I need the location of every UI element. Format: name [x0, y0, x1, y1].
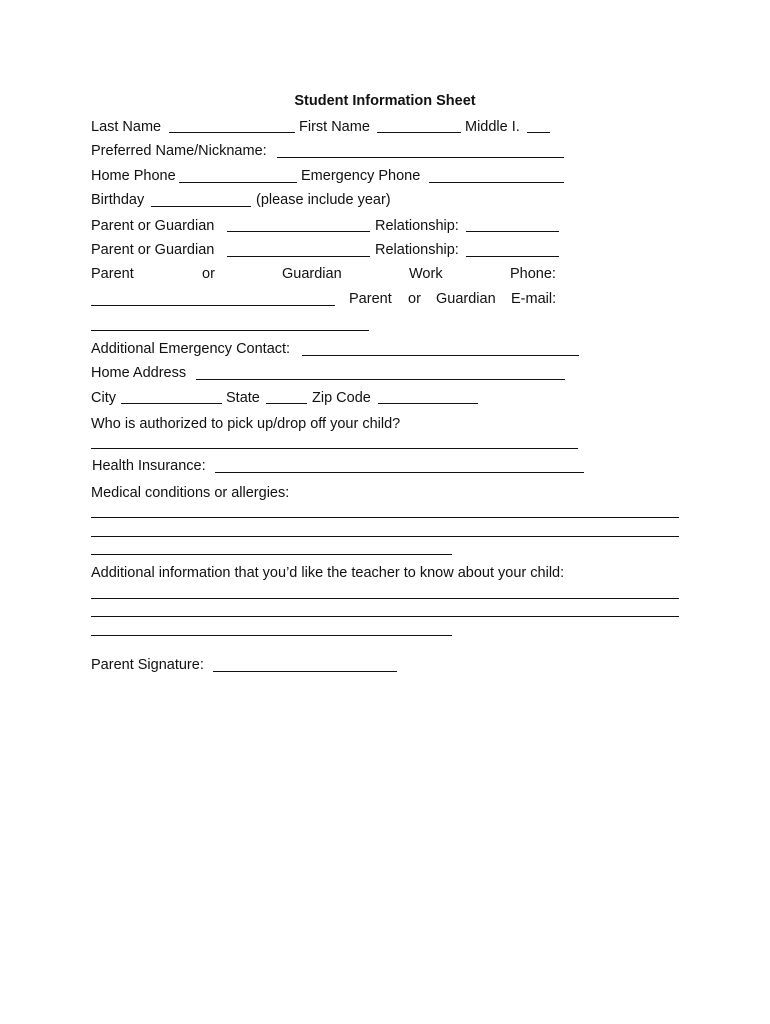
email-word: or	[408, 291, 421, 307]
pickup-field[interactable]	[91, 448, 578, 449]
additional-info-line-3[interactable]	[91, 635, 452, 636]
last-name-field[interactable]	[169, 132, 295, 133]
work-phone-word: Phone:	[510, 266, 556, 282]
first-name-field[interactable]	[377, 132, 461, 133]
work-phone-word: Work	[409, 266, 443, 282]
zip-label: Zip Code	[312, 390, 371, 406]
additional-info-label: Additional information that you’d like the teacher to know about your child:	[91, 565, 565, 581]
relationship-1-field[interactable]	[466, 231, 559, 232]
medical-conditions-line-2[interactable]	[91, 536, 679, 537]
parent-guardian-1-label: Parent or Guardian	[91, 218, 215, 234]
email-word: Parent	[349, 291, 392, 307]
email-word: E-mail:	[511, 291, 557, 307]
birthday-field[interactable]	[151, 206, 251, 207]
health-insurance-field[interactable]	[215, 472, 584, 473]
medical-conditions-line-3[interactable]	[91, 554, 452, 555]
preferred-name-field[interactable]	[277, 157, 564, 158]
birthday-note: (please include year)	[256, 192, 391, 208]
home-address-label: Home Address	[91, 365, 187, 381]
work-phone-word: Guardian	[282, 266, 342, 282]
parent-guardian-1-field[interactable]	[227, 231, 370, 232]
additional-info-line-1[interactable]	[91, 598, 679, 599]
work-phone-field[interactable]	[91, 305, 335, 306]
relationship-2-label: Relationship:	[375, 242, 459, 258]
preferred-name-label: Preferred Name/Nickname:	[91, 143, 267, 159]
parent-guardian-2-label: Parent or Guardian	[91, 242, 215, 258]
health-insurance-label: Health Insurance:	[92, 458, 206, 474]
additional-emergency-field[interactable]	[302, 355, 579, 356]
parent-signature-field[interactable]	[213, 671, 397, 672]
medical-conditions-label: Medical conditions or allergies:	[91, 485, 290, 501]
state-field[interactable]	[266, 403, 307, 404]
home-phone-label: Home Phone	[91, 168, 176, 184]
relationship-2-field[interactable]	[466, 256, 559, 257]
emergency-phone-label: Emergency Phone	[301, 168, 421, 184]
additional-emergency-label: Additional Emergency Contact:	[91, 341, 291, 357]
form-title: Student Information Sheet	[294, 93, 476, 109]
city-field[interactable]	[121, 403, 222, 404]
pickup-question-label: Who is authorized to pick up/drop off your child?	[91, 416, 401, 432]
home-phone-field[interactable]	[179, 182, 297, 183]
work-phone-word: or	[202, 266, 215, 282]
home-address-field[interactable]	[196, 379, 565, 380]
emergency-phone-field[interactable]	[429, 182, 564, 183]
additional-info-line-2[interactable]	[91, 616, 679, 617]
first-name-label: First Name	[299, 119, 370, 135]
parent-signature-label: Parent Signature:	[91, 657, 204, 673]
middle-initial-field[interactable]	[527, 132, 550, 133]
last-name-label: Last Name	[91, 119, 162, 135]
zip-field[interactable]	[378, 403, 478, 404]
birthday-label: Birthday	[91, 192, 145, 208]
medical-conditions-line-1[interactable]	[91, 517, 679, 518]
city-label: City	[91, 390, 116, 406]
work-phone-word: Parent	[91, 266, 134, 282]
state-label: State	[226, 390, 260, 406]
parent-guardian-2-field[interactable]	[227, 256, 370, 257]
middle-initial-label: Middle I.	[465, 119, 520, 135]
email-word: Guardian	[436, 291, 496, 307]
relationship-1-label: Relationship:	[375, 218, 459, 234]
email-field[interactable]	[91, 330, 369, 331]
